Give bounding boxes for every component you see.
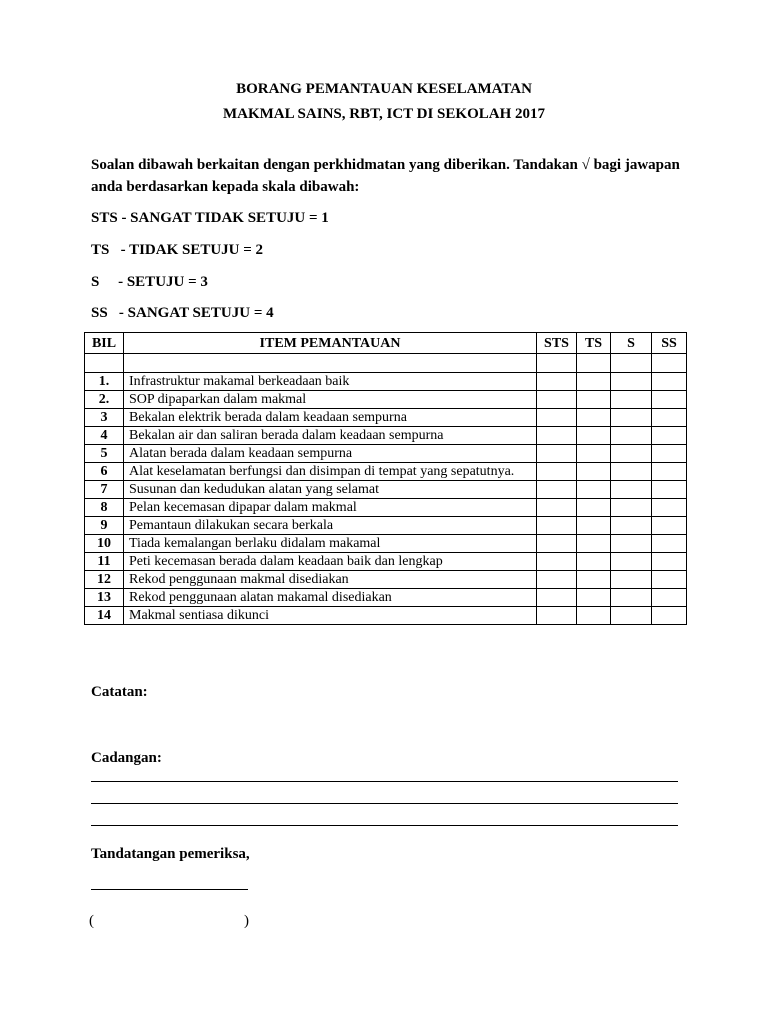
rating-cell-sts[interactable] — [537, 571, 577, 589]
rating-cell-sts[interactable] — [537, 373, 577, 391]
rating-cell-s[interactable] — [611, 409, 652, 427]
row-item: Pemantaun dilakukan secara berkala — [124, 517, 537, 535]
rating-cell-sts[interactable] — [537, 463, 577, 481]
rating-cell-ss[interactable] — [652, 517, 687, 535]
rating-cell-ss[interactable] — [652, 445, 687, 463]
row-bil: 2. — [85, 391, 124, 409]
table-row — [85, 481, 687, 499]
rating-cell-ts[interactable] — [577, 571, 611, 589]
rating-cell-ts[interactable] — [577, 427, 611, 445]
row-item: Tiada kemalangan berlaku didalam makamal — [124, 535, 537, 553]
rating-cell-sts[interactable] — [537, 445, 577, 463]
rating-cell-ss[interactable] — [652, 553, 687, 571]
row-item: Rekod penggunaan makmal disediakan — [124, 571, 537, 589]
catatan-label: Catatan: — [91, 684, 148, 700]
rating-cell-ss[interactable] — [652, 373, 687, 391]
cadangan-line-2[interactable] — [91, 803, 678, 804]
row-bil: 8 — [85, 499, 124, 517]
rating-cell-s[interactable] — [611, 607, 652, 625]
table-row — [85, 409, 687, 427]
rating-cell-ts[interactable] — [577, 535, 611, 553]
table-header-row — [85, 333, 687, 354]
rating-cell-ts[interactable] — [577, 409, 611, 427]
rating-cell-sts[interactable] — [537, 499, 577, 517]
header-ss: SS — [652, 333, 687, 354]
rating-cell-ts[interactable] — [577, 481, 611, 499]
table-row — [85, 535, 687, 553]
rating-cell-s[interactable] — [611, 427, 652, 445]
rating-cell-ss[interactable] — [652, 391, 687, 409]
row-item: Bekalan elektrik berada dalam keadaan sempurna — [124, 409, 537, 427]
table-row — [85, 463, 687, 481]
rating-cell-ts[interactable] — [577, 445, 611, 463]
rating-cell-ts[interactable] — [577, 391, 611, 409]
header-sts: STS — [537, 333, 577, 354]
signature-line[interactable] — [91, 889, 248, 890]
rating-cell-ts[interactable] — [577, 517, 611, 535]
rating-cell-s[interactable] — [611, 445, 652, 463]
rating-cell-s[interactable] — [611, 571, 652, 589]
row-bil: 3 — [85, 409, 124, 427]
header-item: ITEM PEMANTAUAN — [124, 333, 537, 354]
rating-cell-s[interactable] — [611, 391, 652, 409]
rating-cell-s[interactable] — [611, 589, 652, 607]
rating-cell-ss[interactable] — [652, 499, 687, 517]
table-row — [85, 571, 687, 589]
rating-cell-s[interactable] — [611, 499, 652, 517]
row-bil: 7 — [85, 481, 124, 499]
row-item: Peti kecemasan berada dalam keadaan baik dan lengkap — [124, 553, 537, 571]
rating-cell-ss[interactable] — [652, 589, 687, 607]
row-bil: 12 — [85, 571, 124, 589]
row-bil: 4 — [85, 427, 124, 445]
monitoring-table — [84, 332, 687, 625]
scale-sts: STS - SANGAT TIDAK SETUJU = 1 — [91, 210, 329, 226]
rating-cell-ts[interactable] — [577, 373, 611, 391]
header-bil: BIL — [85, 333, 124, 354]
table-row — [85, 589, 687, 607]
row-item: Makmal sentiasa dikunci — [124, 607, 537, 625]
scale-ts: TS - TIDAK SETUJU = 2 — [91, 242, 264, 258]
header-s: S — [611, 333, 652, 354]
table-row — [85, 499, 687, 517]
row-item: SOP dipaparkan dalam makmal — [124, 391, 537, 409]
row-bil: 5 — [85, 445, 124, 463]
form-title-line2: MAKMAL SAINS, RBT, ICT DI SEKOLAH 2017 — [222, 106, 545, 122]
table-row — [85, 391, 687, 409]
table-row — [85, 373, 687, 391]
rating-cell-sts[interactable] — [537, 589, 577, 607]
rating-cell-ts[interactable] — [577, 553, 611, 571]
table-row — [85, 607, 687, 625]
rating-cell-ss[interactable] — [652, 571, 687, 589]
row-item: Susunan dan kedudukan alatan yang selamat — [124, 481, 537, 499]
row-bil: 11 — [85, 553, 124, 571]
row-item: Bekalan air dan saliran berada dalam keadaan sempurna — [124, 427, 537, 445]
instructions-text: Soalan dibawah berkaitan dengan perkhidmatan yang diberikan. Tandakan √ bagi jawapan anda berdasarkan kepada skala dibawah: — [91, 157, 680, 195]
rating-cell-s[interactable] — [611, 481, 652, 499]
row-bil: 10 — [85, 535, 124, 553]
row-bil: 14 — [85, 607, 124, 625]
rating-cell-ss[interactable] — [652, 481, 687, 499]
rating-cell-sts[interactable] — [537, 607, 577, 625]
table-row — [85, 427, 687, 445]
name-paren-close: ) — [244, 913, 249, 929]
form-title-line1: BORANG PEMANTAUAN KESELAMATAN — [236, 81, 532, 97]
rating-cell-ts[interactable] — [577, 499, 611, 517]
table-row — [85, 517, 687, 535]
row-item: Rekod penggunaan alatan makamal disediakan — [124, 589, 537, 607]
scale-ss: SS - SANGAT SETUJU = 4 — [91, 305, 274, 321]
rating-cell-s[interactable] — [611, 463, 652, 481]
row-item: Alat keselamatan berfungsi dan disimpan di tempat yang sepatutnya. — [124, 463, 537, 481]
rating-cell-s[interactable] — [611, 553, 652, 571]
name-paren-open: ( — [89, 913, 94, 929]
row-bil: 6 — [85, 463, 124, 481]
rating-cell-ts[interactable] — [577, 607, 611, 625]
rating-cell-sts[interactable] — [537, 391, 577, 409]
rating-cell-ts[interactable] — [577, 589, 611, 607]
rating-cell-ss[interactable] — [652, 535, 687, 553]
rating-cell-s[interactable] — [611, 535, 652, 553]
row-item: Pelan kecemasan dipapar dalam makmal — [124, 499, 537, 517]
rating-cell-sts[interactable] — [537, 481, 577, 499]
cadangan-line-1[interactable] — [91, 781, 678, 782]
row-item: Infrastruktur makamal berkeadaan baik — [124, 373, 537, 391]
table-row — [85, 445, 687, 463]
cadangan-line-3[interactable] — [91, 825, 678, 826]
row-bil: 1. — [85, 373, 124, 391]
row-bil: 13 — [85, 589, 124, 607]
rating-cell-ss[interactable] — [652, 463, 687, 481]
header-ts: TS — [577, 333, 611, 354]
row-bil: 9 — [85, 517, 124, 535]
cadangan-label: Cadangan: — [91, 750, 162, 766]
row-item: Alatan berada dalam keadaan sempurna — [124, 445, 537, 463]
table-row — [85, 553, 687, 571]
rating-cell-s[interactable] — [611, 517, 652, 535]
rating-cell-ts[interactable] — [577, 463, 611, 481]
rating-cell-sts[interactable] — [537, 535, 577, 553]
rating-cell-sts[interactable] — [537, 553, 577, 571]
scale-s: S - SETUJU = 3 — [91, 274, 208, 290]
signature-label: Tandatangan pemeriksa, — [91, 846, 250, 862]
rating-cell-ss[interactable] — [652, 427, 687, 445]
rating-cell-sts[interactable] — [537, 517, 577, 535]
table-blank-row — [85, 354, 687, 373]
rating-cell-s[interactable] — [611, 373, 652, 391]
rating-cell-sts[interactable] — [537, 427, 577, 445]
rating-cell-ss[interactable] — [652, 607, 687, 625]
rating-cell-sts[interactable] — [537, 409, 577, 427]
rating-cell-ss[interactable] — [652, 409, 687, 427]
